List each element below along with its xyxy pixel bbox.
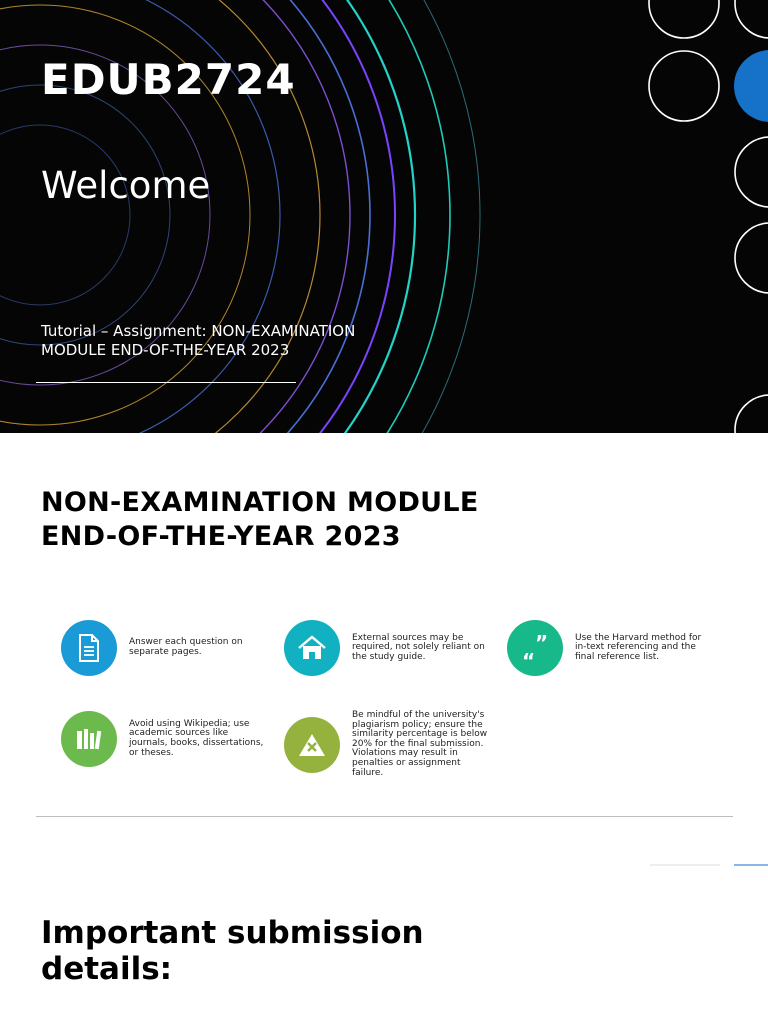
guideline-item: [61, 620, 265, 676]
title-slide: [0, 0, 768, 433]
guideline-text: Be mindful of the university's plagiarism policy; ensure the similarity percentage is below 20% for the final submission. Violations may result in penalties or assignment failure.: [352, 710, 488, 778]
quote-icon: [507, 620, 563, 676]
document-icon: [61, 620, 117, 676]
books-icon: [61, 711, 117, 767]
slide-edge-decor: [640, 858, 768, 868]
course-code: EDUB2724: [41, 55, 296, 104]
guideline-text: External sources may be required, not solely reliant on the study guide.: [352, 632, 485, 662]
home-icon: [284, 620, 340, 676]
guideline-text: Avoid using Wikipedia; use academic sources like journals, books, dissertations, or theses.: [129, 718, 264, 758]
guideline-item: [507, 620, 711, 676]
module-title: NON-EXAMINATION MODULE END-OF-THE-YEAR 2023: [41, 487, 479, 552]
guideline-text: Use the Harvard method for in-text referencing and the final reference list.: [575, 632, 702, 662]
accent-circle: [734, 50, 768, 122]
svg-text:“: “: [522, 649, 536, 662]
slide-subtitle: Tutorial – Assignment: NON-EXAMINATION MODULE END-OF-THE-YEAR 2023: [41, 322, 356, 359]
guideline-text: Answer each question on separate pages.: [129, 637, 243, 657]
section-divider: [36, 816, 733, 817]
divider-line: [36, 382, 296, 383]
welcome-heading: Welcome: [41, 164, 211, 207]
warning-icon: [284, 717, 340, 773]
guideline-item: [284, 711, 488, 778]
submission-details-heading: Important submission details:: [41, 915, 424, 987]
guideline-item: [284, 620, 488, 676]
guideline-item: [61, 711, 265, 767]
svg-text:”: ”: [535, 634, 549, 655]
